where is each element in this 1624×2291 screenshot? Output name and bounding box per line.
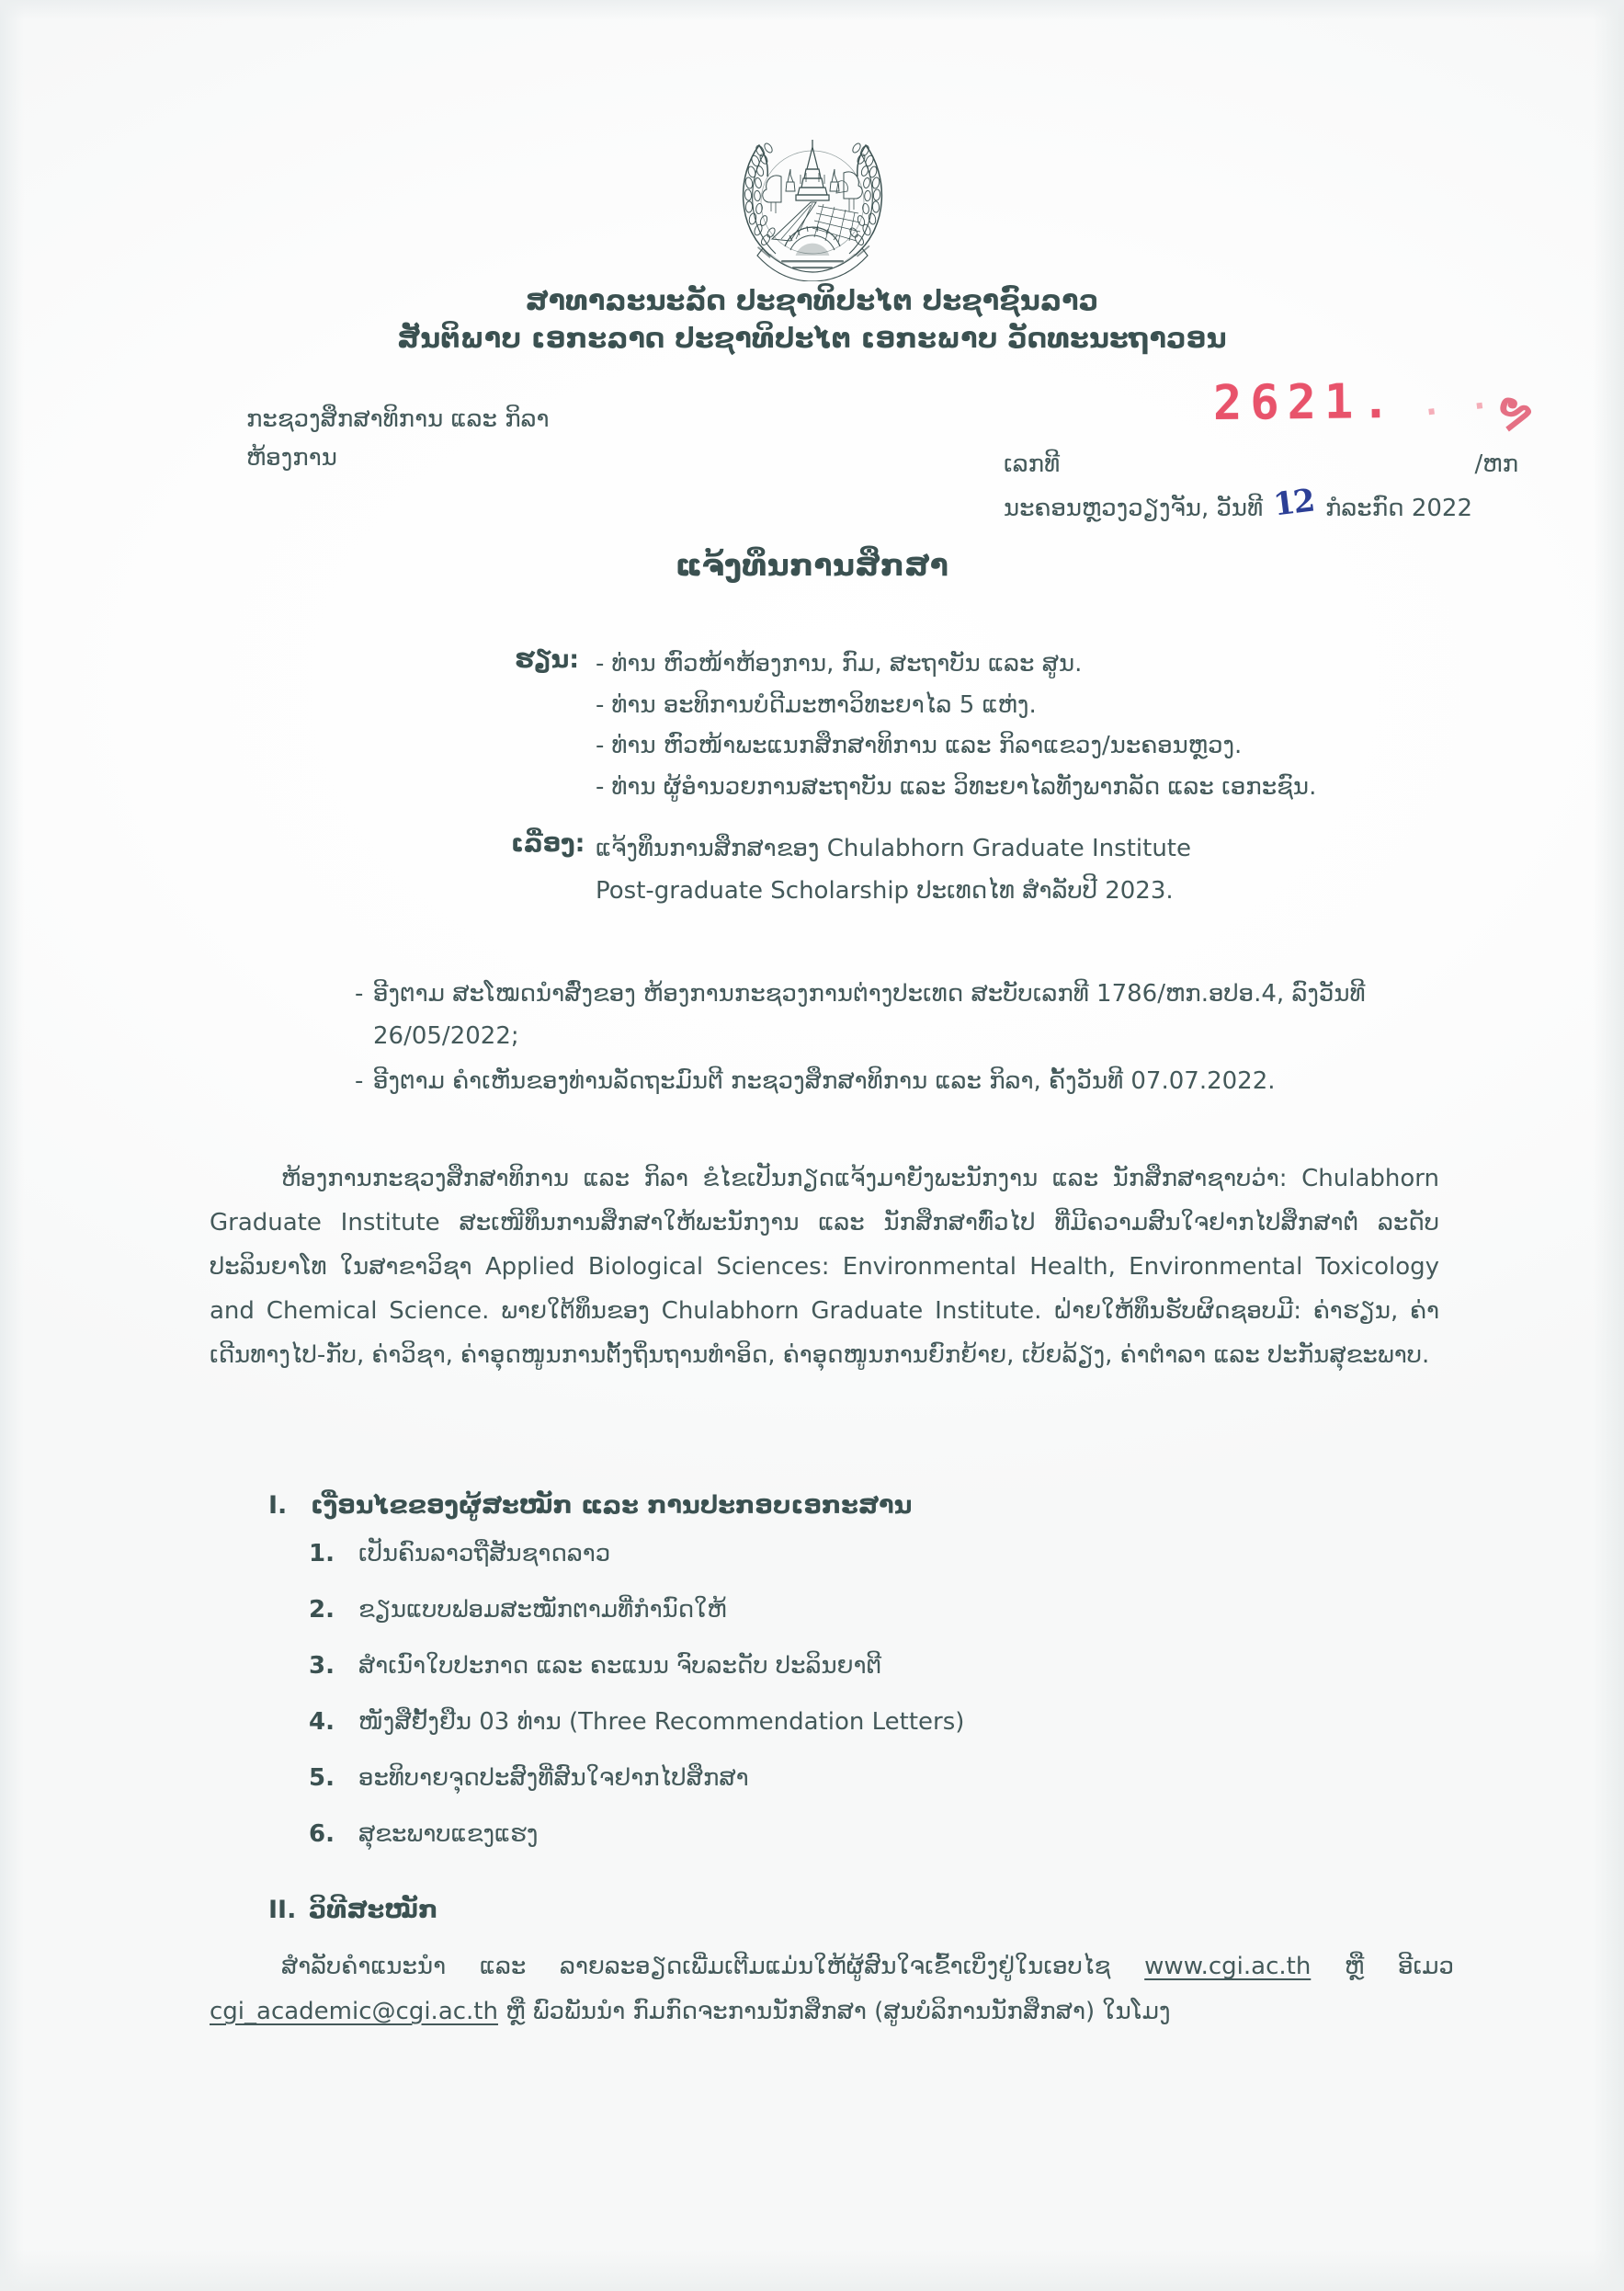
national-header [0, 282, 1624, 359]
item-number: 6. [309, 1820, 335, 1848]
reference-item [355, 1060, 1458, 1102]
emblem-container [0, 118, 1624, 281]
recipient-text: ທ່ານ ຜູ້ອຳນວຍການສະຖາບັນ ແລະ ວິທະຍາໄລທັງພາກລັດ ແລະ ເອກະຊົນ. [611, 773, 1317, 802]
section-one-numeral: I. [268, 1491, 288, 1520]
apply-text-part2: ຫຼື ອີເມວ [1311, 1953, 1454, 1980]
item-number: 4. [309, 1708, 335, 1736]
subject-block [511, 827, 1448, 913]
section-one-title: ເງື່ອນໄຂຂອງຜູ້ສະໝັກ ແລະ ການປະກອບເອກະສານ [311, 1491, 913, 1520]
item-number: 1. [309, 1540, 335, 1567]
bullet-dash: - [355, 1066, 364, 1095]
month-name: ກໍລະກົດ [1324, 495, 1404, 522]
handwritten-day: 12 [1271, 482, 1316, 524]
bullet-dash: - [596, 773, 605, 802]
recipient-text: ທ່ານ ຫົວໜ້າຫ້ອງການ, ກົມ, ສະຖາບັນ ແລະ ສູນ. [611, 650, 1083, 678]
recipient-item [596, 767, 1448, 808]
recipient-item [596, 685, 1448, 726]
recipients-block [511, 644, 1448, 808]
document-title: ແຈ້ງທຶນການສຶກສາ [675, 547, 949, 583]
item-text: ໜັງສືຢັ້ງຢືນ 03 ທ່ານ (Three Recommendation Letters) [358, 1708, 965, 1736]
item-text: ສຸຂະພາບແຂງແຮງ [358, 1820, 539, 1848]
recipient-item [596, 644, 1448, 685]
section-two-heading [268, 1896, 1454, 1924]
section-two-numeral: II. [268, 1896, 297, 1924]
national-motto: ສັນຕິພາບ ເອກະລາດ ປະຊາທິປະໄຕ ເອກະພາບ ວັດທະນະຖາວອນ [397, 323, 1227, 356]
item-text: ເປັນຄົນລາວຖືສັນຊາດລາວ [358, 1540, 611, 1567]
apply-text-part3: ຫຼື ພົວພັນນຳ ກົມກົດຈະການນັກສຶກສາ (ສູນບໍລິການນັກສຶກສາ) ໃນໂມງ [497, 1997, 1171, 2025]
list-item [268, 1761, 1417, 1796]
body-paragraph-text: ຫ້ອງການກະຊວງສຶກສາທິການ ແລະ ກິລາ ຂໍໄຂເປັນກຽດແຈ້ງມາຍັງພະນັກງານ ແລະ ນັກສຶກສາຊາບວ່າ: Chulabhorn Graduate Institute ສະເໜີທຶນການສຶກສາໃຫ້ພະນັກງານ ແລະ ນັກສຶກສາທົ່ວໄປ ທີ່ມີຄວາມສົນໃຈຢາກໄປສຶກສາຕໍ່ ລະດັບ ປະລິນຍາໂທ ໃນສາຂາວິຊາ Applied Biological Sciences: Environmental Health, Environmental Toxicology and Chemical Science. ພາຍໃຕ້ທຶນຂອງ Chulabhorn Graduate Institute. ຝ່າຍໃຫ້ທຶນຮັບຜິດຊອບມີ: ຄ່າຮຽນ, ຄ່າເດີນທາງໄປ-ກັບ, ຄ່າວິຊາ, ຄ່າອຸດໜູນການຕັ້ງຖິ່ນຖານທຳອິດ, ຄ່າອຸດໜູນການຍົກຍ້າຍ, ເບ້ຍລ້ຽງ, ຄ່າຕຳລາ ແລະ ປະກັນສຸຂະພາບ. [210, 1165, 1439, 1370]
office-name: ຫ້ອງການ [246, 444, 337, 473]
document-number-row [1004, 450, 1518, 478]
eligibility-list [268, 1536, 1417, 1852]
subject-line-1: ແຈ້ງທຶນການສຶກສາຂອງ Chulabhorn Graduate Institute [596, 835, 1191, 862]
reference-text: ອີງຕາມ ຄຳເຫັນຂອງທ່ານລັດຖະມົນຕີ ກະຊວງສຶກສາທິການ ແລະ ກິລາ, ຄັ້ງວັນທີ 07.07.2022. [373, 1066, 1276, 1095]
scan-edge-top [0, 0, 1624, 20]
ministry-name: ກະຊວງສຶກສາທິການ ແລະ ກິລາ [246, 405, 550, 433]
recipients-list [596, 644, 1448, 808]
subject-lines [596, 827, 1448, 913]
email-link[interactable]: cgi_academic@cgi.ac.th [210, 1997, 498, 2025]
item-number: 2. [309, 1596, 335, 1624]
stamp-smudge: · · [1423, 385, 1501, 432]
subject-line-2: Post-graduate Scholarship ປະເທດໄທ ສຳລັບປີ 2023. [596, 877, 1174, 906]
place-date-prefix: ນະຄອນຫຼວງວຽງຈັນ, ວັນທີ [1003, 495, 1264, 522]
year-value: 2022 [1411, 495, 1472, 522]
issuer-block [246, 400, 550, 477]
reference-item [355, 973, 1458, 1058]
how-to-apply-paragraph [210, 1944, 1454, 2035]
item-text: ສຳເນົາໃບປະກາດ ແລະ ຄະແນນ ຈົບລະດັບ ປະລິນຍາຕີ [358, 1652, 882, 1680]
section-two [210, 1896, 1454, 2035]
subject-label: ເລື່ອງ: [511, 829, 585, 858]
document-number-suffix: /ຫກ [1474, 450, 1518, 478]
recipient-text: ທ່ານ ຫົວໜ້າພະແນກສຶກສາທິການ ແລະ ກິລາແຂວງ/ນະຄອນຫຼວງ. [611, 732, 1243, 760]
recipients-label: ຮຽນ: [515, 645, 579, 674]
item-number: 3. [309, 1652, 335, 1680]
item-text: ຂຽນແບບຟອມສະໝັກຕາມທີ່ກຳນົດໃຫ້ [358, 1596, 727, 1624]
scan-edge-bottom [0, 2249, 1624, 2291]
section-two-title: ວິທີສະໝັກ [309, 1896, 438, 1924]
body-paragraph [210, 1157, 1439, 1377]
country-name: ສາທາລະນະລັດ ປະຊາທິປະໄຕ ປະຊາຊົນລາວ [525, 285, 1099, 317]
section-one-heading [268, 1491, 1417, 1520]
place-and-date [0, 482, 1472, 524]
section-one [268, 1491, 1417, 1873]
website-link[interactable]: www.cgi.ac.th [1144, 1953, 1312, 1980]
references-list [355, 973, 1458, 1104]
item-text: ອະທິບາຍຈຸດປະສົງທີ່ສົນໃຈຢາກໄປສຶກສາ [358, 1764, 749, 1792]
list-item [268, 1536, 1417, 1572]
recipient-text: ທ່ານ ອະທິການບໍດີມະຫາວິທະຍາໄລ 5 ແຫ່ງ. [611, 690, 1037, 719]
bullet-dash: - [355, 980, 364, 1008]
item-number: 5. [309, 1764, 335, 1792]
stamp-tail-mark: ຯ [1493, 386, 1537, 436]
bullet-dash: - [596, 650, 605, 678]
document-number-label: ເລກທີ [1004, 450, 1061, 478]
bullet-dash: - [596, 732, 605, 760]
bullet-dash: - [596, 690, 605, 719]
lao-national-emblem-icon [715, 118, 910, 281]
reference-text: ອີງຕາມ ສະໂໝດນໍາສົ່ງຂອງ ຫ້ອງການກະຊວງການຕ່າງປະເທດ ສະບັບເລກທີ 1786/ຫກ.ອປອ.4, ລົງວັນທີ 26/05/2022; [373, 980, 1366, 1051]
recipient-item [596, 725, 1448, 767]
list-item [268, 1592, 1417, 1628]
list-item [268, 1704, 1417, 1740]
apply-text-part1: ສຳລັບຄຳແນະນຳ ແລະ ລາຍລະອຽດເພີ່ມເຕີມແມ່ນໃຫ້ຜູ້ສົນໃຈເຂົ້າເບິ່ງຢູ່ໃນເອບໄຊ [281, 1953, 1145, 1980]
list-item [268, 1817, 1417, 1852]
document-number-stamp: 2621. [1212, 373, 1399, 432]
list-item [268, 1648, 1417, 1684]
